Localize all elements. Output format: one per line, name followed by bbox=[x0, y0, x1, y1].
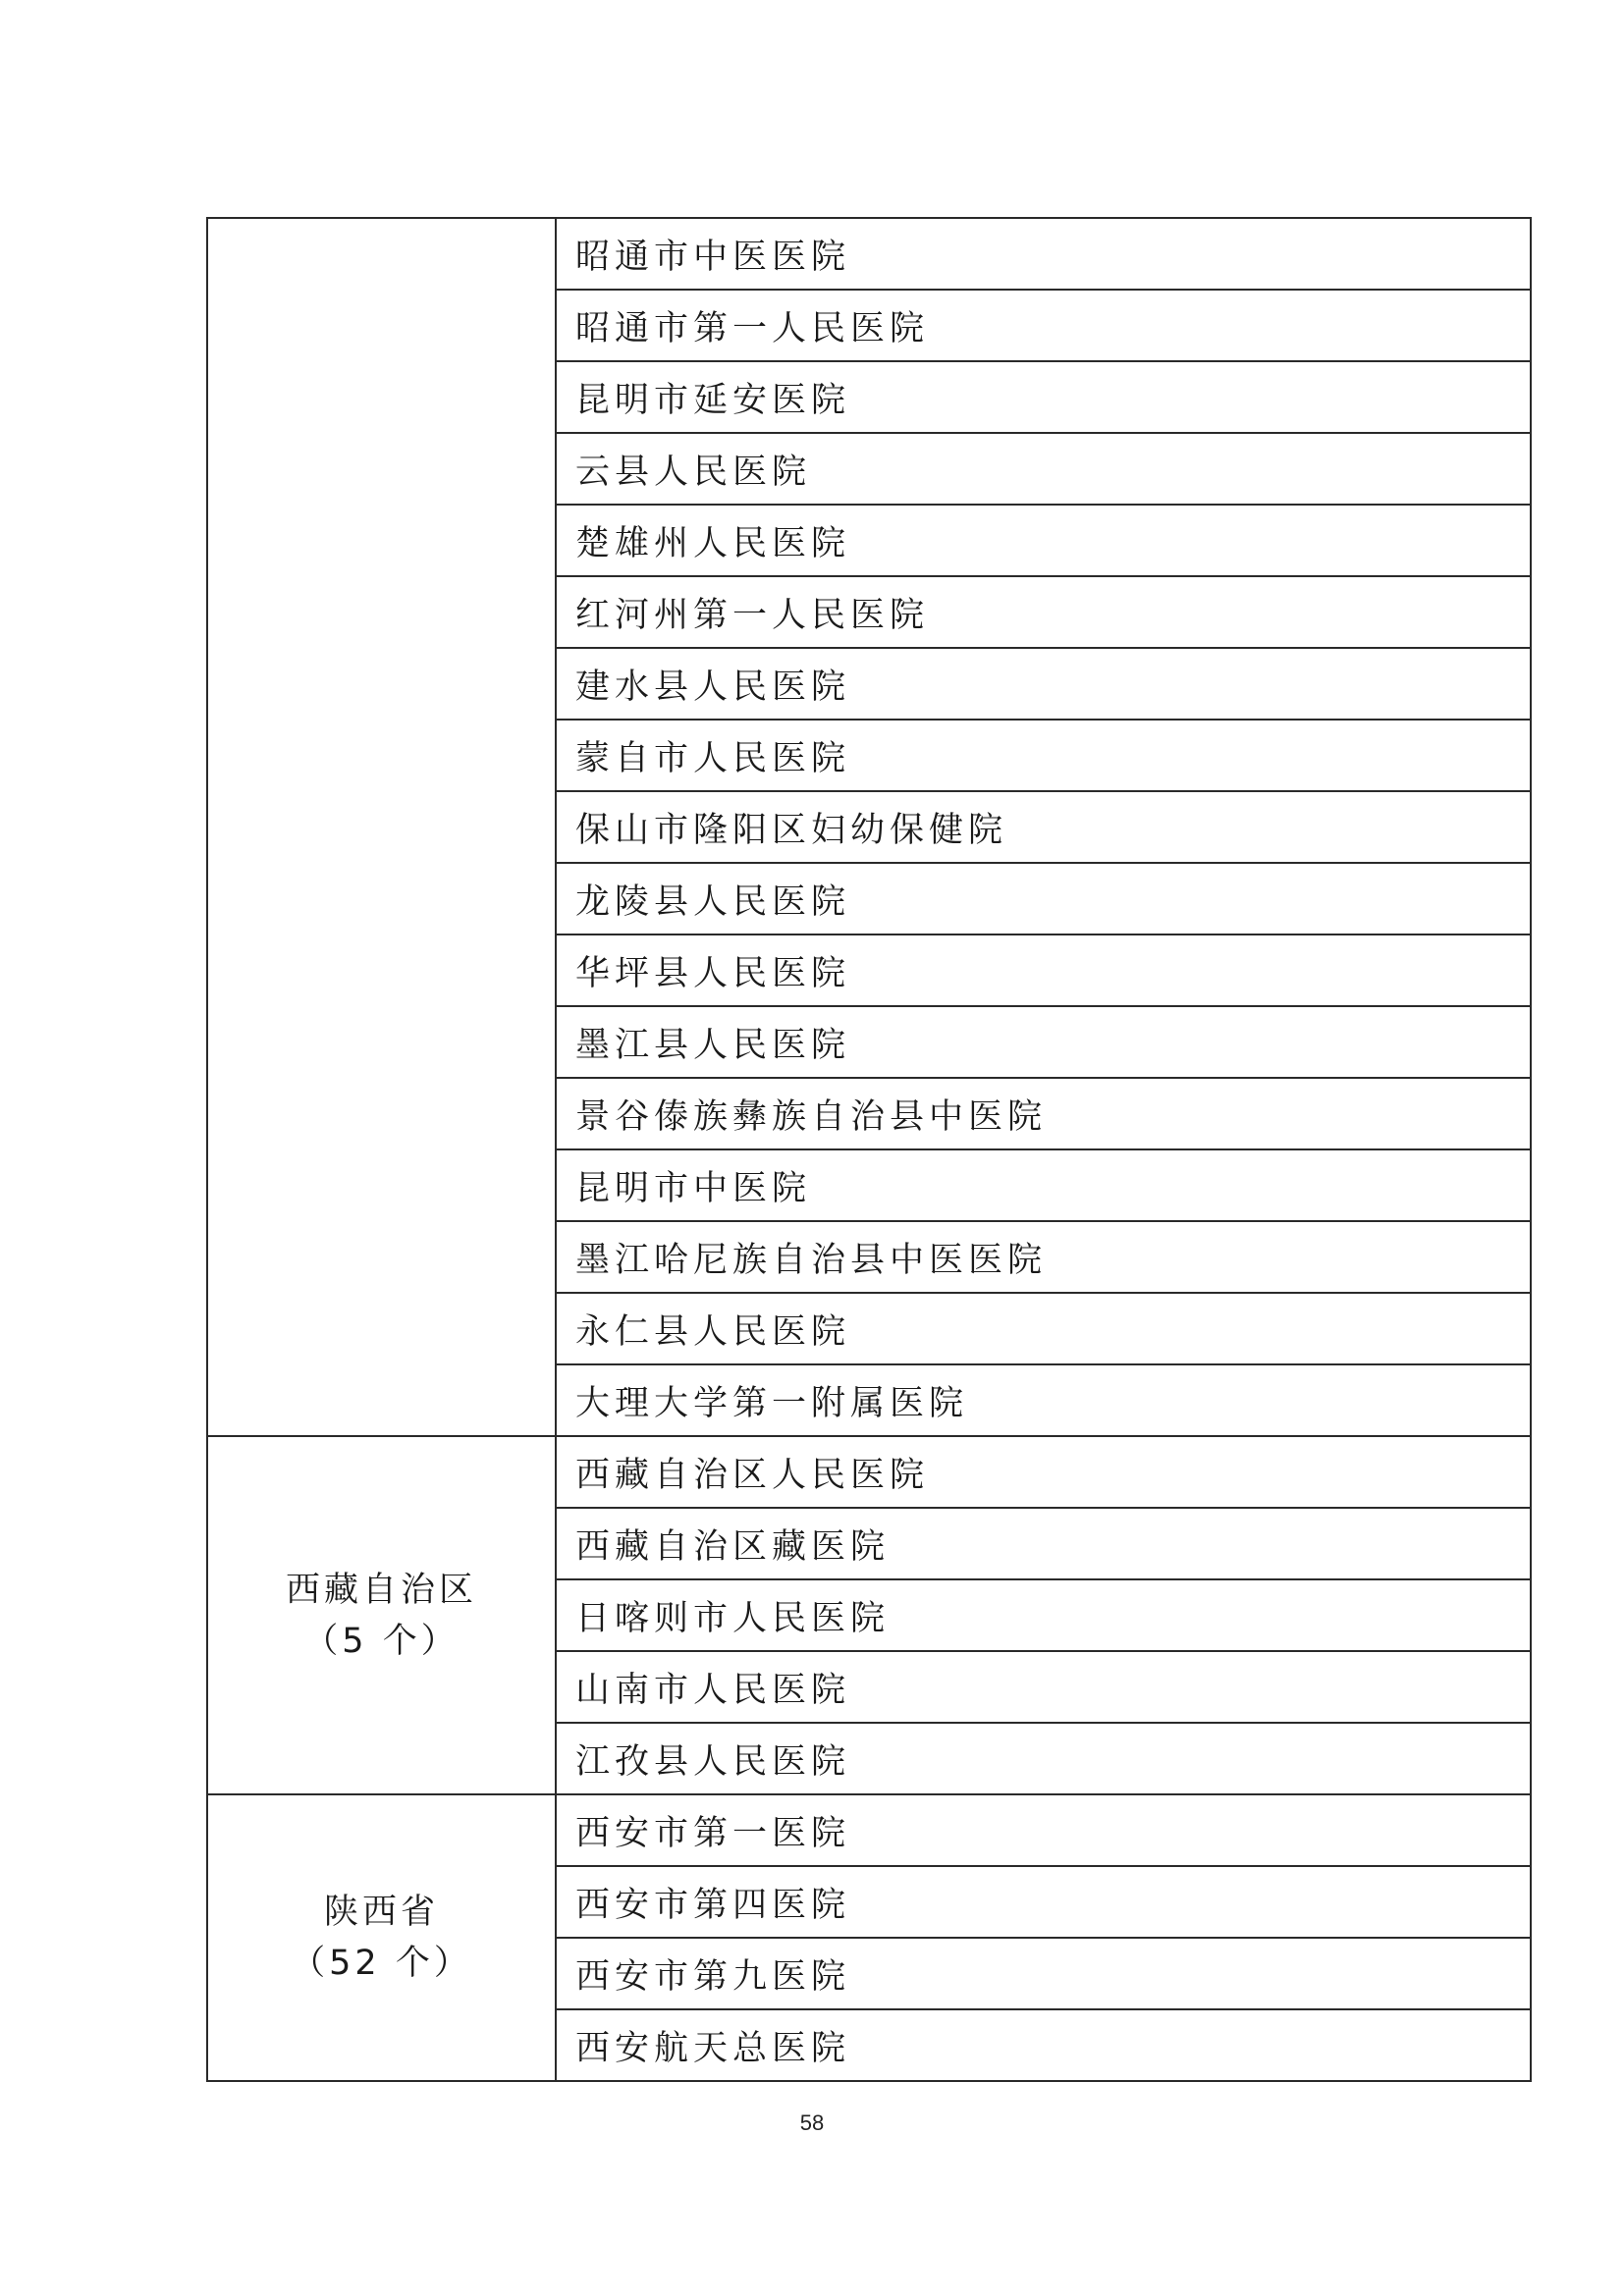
table-row bbox=[207, 1436, 1531, 1508]
table-row bbox=[207, 218, 1531, 290]
hospital-name-cell: 保山市隆阳区妇幼保健院 bbox=[556, 791, 1531, 863]
region-cell bbox=[207, 1436, 556, 1794]
table-row bbox=[207, 1794, 1531, 1866]
region-name: 西藏自治区 bbox=[285, 1570, 477, 1610]
hospital-name-cell: 日喀则市人民医院 bbox=[556, 1579, 1531, 1651]
page-number: 58 bbox=[799, 2110, 825, 2135]
hospital-name-cell: 西藏自治区藏医院 bbox=[556, 1508, 1531, 1579]
hospital-name-cell: 永仁县人民医院 bbox=[556, 1293, 1531, 1364]
hospital-name-cell: 华坪县人民医院 bbox=[556, 934, 1531, 1006]
hospital-name-cell: 西藏自治区人民医院 bbox=[556, 1436, 1531, 1508]
hospital-name-cell: 西安航天总医院 bbox=[556, 2009, 1531, 2081]
hospital-name-cell: 西安市第四医院 bbox=[556, 1866, 1531, 1938]
region-cell bbox=[207, 218, 556, 1436]
hospital-name-cell: 江孜县人民医院 bbox=[556, 1723, 1531, 1794]
hospital-name-cell: 红河州第一人民医院 bbox=[556, 576, 1531, 648]
hospital-name-cell: 西安市第九医院 bbox=[556, 1938, 1531, 2009]
hospital-name-cell: 蒙自市人民医院 bbox=[556, 720, 1531, 791]
region-cell bbox=[207, 1794, 556, 2081]
hospital-name-cell: 楚雄州人民医院 bbox=[556, 505, 1531, 576]
region-name: 陕西省 bbox=[323, 1893, 439, 1932]
hospital-name-cell: 山南市人民医院 bbox=[556, 1651, 1531, 1723]
hospital-name-cell: 西安市第一医院 bbox=[556, 1794, 1531, 1866]
region-count: （52 个） bbox=[291, 1944, 472, 1983]
hospital-name-cell: 昆明市延安医院 bbox=[556, 361, 1531, 433]
hospital-name-cell: 墨江县人民医院 bbox=[556, 1006, 1531, 1078]
hospital-name-cell: 昆明市中医院 bbox=[556, 1149, 1531, 1221]
hospital-name-cell: 昭通市第一人民医院 bbox=[556, 290, 1531, 361]
hospital-name-cell: 墨江哈尼族自治县中医医院 bbox=[556, 1221, 1531, 1293]
hospital-name-cell: 景谷傣族彝族自治县中医院 bbox=[556, 1078, 1531, 1149]
hospital-name-cell: 龙陵县人民医院 bbox=[556, 863, 1531, 934]
hospital-name-cell: 大理大学第一附属医院 bbox=[556, 1364, 1531, 1436]
hospital-table bbox=[206, 217, 1532, 2082]
region-count: （5 个） bbox=[303, 1621, 460, 1661]
hospital-name-cell: 昭通市中医医院 bbox=[556, 218, 1531, 290]
hospital-table-body bbox=[207, 218, 1531, 2081]
hospital-name-cell: 云县人民医院 bbox=[556, 433, 1531, 505]
hospital-name-cell: 建水县人民医院 bbox=[556, 648, 1531, 720]
